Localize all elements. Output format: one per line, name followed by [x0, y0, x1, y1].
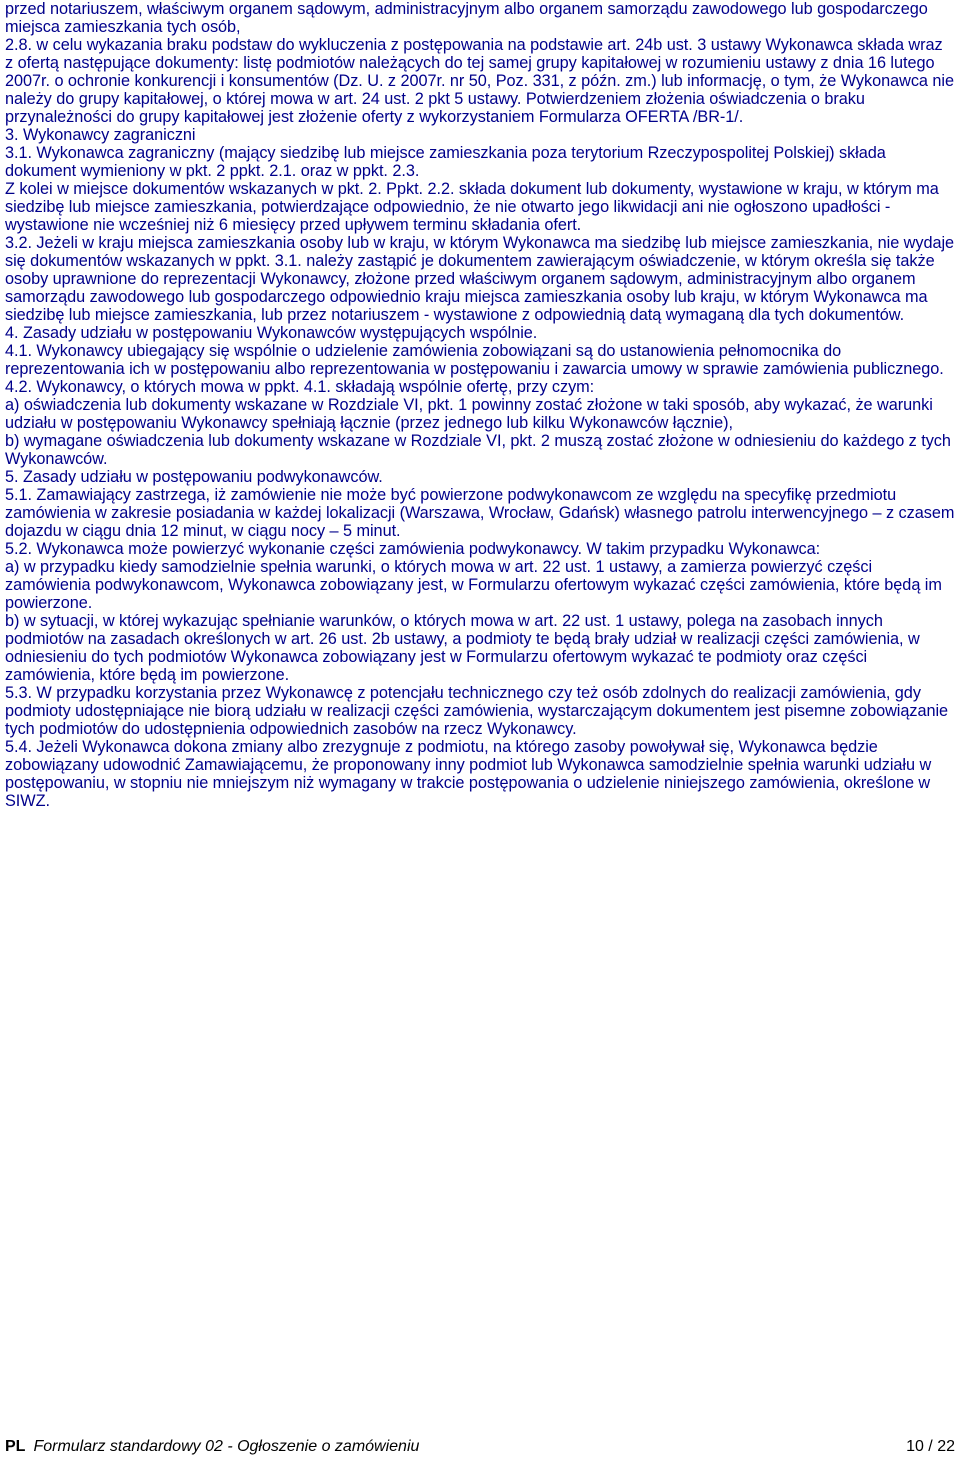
- paragraph-4-2-a: a) oświadczenia lub dokumenty wskazane w Rozdziale VI, pkt. 1 powinny zostać złożone w taki sposób, aby wykazać, że warunki udziału w postępowaniu Wykonawcy spełniają łącznie (przez jednego lub kilku Wykonawców łącznie),: [5, 396, 933, 432]
- paragraph-5-2-a: a) w przypadku kiedy samodzielnie spełnia warunki, o których mowa w art. 22 ust. 1 ustawy, a zamierza powierzyć części zamówienia podwykonawcom, Wykonawca zobowiązany jest, w Formularzu ofertowym wykazać części zamówienia, które będą im powierzone.: [5, 558, 942, 612]
- paragraph-3-1: 3.1. Wykonawca zagraniczny (mający siedzibę lub miejsce zamieszkania poza terytorium Rzeczypospolitej Polskiej) składa dokument wymieniony w pkt. 2 ppkt. 2.1. oraz w ppkt. 2.3.: [5, 144, 886, 180]
- paragraph-5-3: 5.3. W przypadku korzystania przez Wykonawcę z potencjału technicznego czy też osób zdolnych do realizacji zamówienia, gdy podmioty udostępniające nie biorą udziału w realizacji części zamówienia, wystarczającym dokumentem jest pisemne zobowiązanie tych podmiotów do udostępnienia odpowiednich zasobów na rzecz Wykonawcy.: [5, 684, 949, 738]
- paragraph-2-8: 2.8. w celu wykazania braku podstaw do wykluczenia z postępowania na podstawie art. 24b ust. 3 ustawy Wykonawca składa wraz z ofertą następujące dokumenty: listę podmiotów należących do tej samej grupy kapitałowej w rozumieniu ustawy z dnia 16 lutego 2007r. o ochronie konkurencji i konsumentów (Dz. U. z 2007r. nr 50, Poz. 331, z późn. zm.) lub informację, o tym, że Wykonawca nie należy do grupy kapitałowej, o której mowa w art. 24 ust. 2 pkt 5 ustawy. Potwierdzeniem złożenia oświadczenia o braku przynależności do grupy kapitałowej jest złożenie oferty z wykorzystaniem Formularza OFERTA /BR-1/.: [5, 36, 954, 126]
- footer-left: [5, 1438, 419, 1456]
- paragraph-5-1: 5.1. Zamawiający zastrzega, iż zamówienie nie może być powierzone podwykonawcom ze względu na specyfikę przedmiotu zamówienia w zakresie posiadania w każdej lokalizacji (Warszawa, Wrocław, Gdańsk) własnego patrolu interwencyjnego – z czasem dojazdu w ciągu dnia 12 minut, w ciągu nocy – 5 minut.: [5, 486, 955, 540]
- paragraph-4-1: 4.1. Wykonawcy ubiegający się wspólnie o udzielenie zamówienia zobowiązani są do ustanowienia pełnomocnika do reprezentowania ich w postępowaniu albo reprezentowania w postępowaniu i zawarcia umowy w sprawie zamówienia publicznego.: [5, 342, 944, 378]
- section-heading-4: 4. Zasady udziału w postępowaniu Wykonawców występujących wspólnie.: [5, 324, 538, 342]
- section-heading-3: 3. Wykonawcy zagraniczni: [5, 126, 196, 144]
- page-number: 10 / 22: [906, 1438, 955, 1455]
- paragraph-3-2: 3.2. Jeżeli w kraju miejsca zamieszkania osoby lub w kraju, w którym Wykonawca ma siedzibę lub miejsce zamieszkania, nie wydaje się dokumentów wskazanych w ppkt. 3.1. należy zastąpić je dokumentem zawierającym oświadczenie, w którym określa się także osoby uprawnione do reprezentacji Wykonawcy, złożone przed właściwym organem sądowym, administracyjnym albo organem samorządu zawodowego lub gospodarczego odpowiednio kraju miejsca zamieszkania osoby lub kraju, w którym Wykonawca ma siedzibę lub miejsce zamieszkania, lub przez notariuszem - wystawione z odpowiednią datą wymaganą dla tych dokumentów.: [5, 234, 955, 324]
- paragraph-4-2-b: b) wymagane oświadczenia lub dokumenty wskazane w Rozdziale VI, pkt. 2 muszą zostać złożone w odniesieniu do każdego z tych Wykonawców.: [5, 432, 951, 468]
- section-heading-5: 5. Zasady udziału w postępowaniu podwykonawców.: [5, 468, 383, 486]
- paragraph-3-1-continued: Z kolei w miejsce dokumentów wskazanych w pkt. 2. Ppkt. 2.2. składa dokument lub dokumenty, wystawione w kraju, w którym ma siedzibę lub miejsce zamieszkania, potwierdzające odpowiednio, że nie otwarto jego likwidacji ani nie ogłoszono upadłości - wystawione nie wcześniej niż 6 miesięcy przed upływem terminu składania ofert.: [5, 180, 939, 234]
- document-body: [5, 0, 955, 810]
- page-footer: [5, 1438, 955, 1456]
- form-title: Formularz standardowy 02 - Ogłoszenie o zamówieniu: [33, 1438, 420, 1455]
- language-code: PL: [5, 1438, 26, 1455]
- paragraph-4-2: 4.2. Wykonawcy, o których mowa w ppkt. 4.1. składają wspólnie ofertę, przy czym:: [5, 378, 595, 396]
- paragraph-5-2-b: b) w sytuacji, w której wykazując spełnianie warunków, o których mowa w art. 22 ust. 1 ustawy, polega na zasobach innych podmiotów na zasadach określonych w art. 26 ust. 2b ustawy, a podmioty te będą brały udział w realizacji części zamówienia, w odniesieniu do tych podmiotów Wykonawca zobowiązany jest w Formularzu ofertowym wykazać te podmioty oraz części zamówienia, które będą im powierzone.: [5, 612, 920, 684]
- paragraph-5-2: 5.2. Wykonawca może powierzyć wykonanie części zamówienia podwykonawcy. W takim przypadku Wykonawca:: [5, 540, 821, 558]
- paragraph-continuation-notary: przed notariuszem, właściwym organem sądowym, administracyjnym albo organem samorządu zawodowego lub gospodarczego miejsca zamieszkania tych osób,: [5, 0, 928, 36]
- paragraph-5-4: 5.4. Jeżeli Wykonawca dokona zmiany albo zrezygnuje z podmiotu, na którego zasoby powoływał się, Wykonawca będzie zobowiązany udowodnić Zamawiającemu, że proponowany inny podmiot lub Wykonawca samodzielnie spełnia warunki udziału w postępowaniu, w stopniu nie mniejszym niż wymagany w trakcie postępowania o udzielenie niniejszego zamówienia, określone w SIWZ.: [5, 738, 932, 810]
